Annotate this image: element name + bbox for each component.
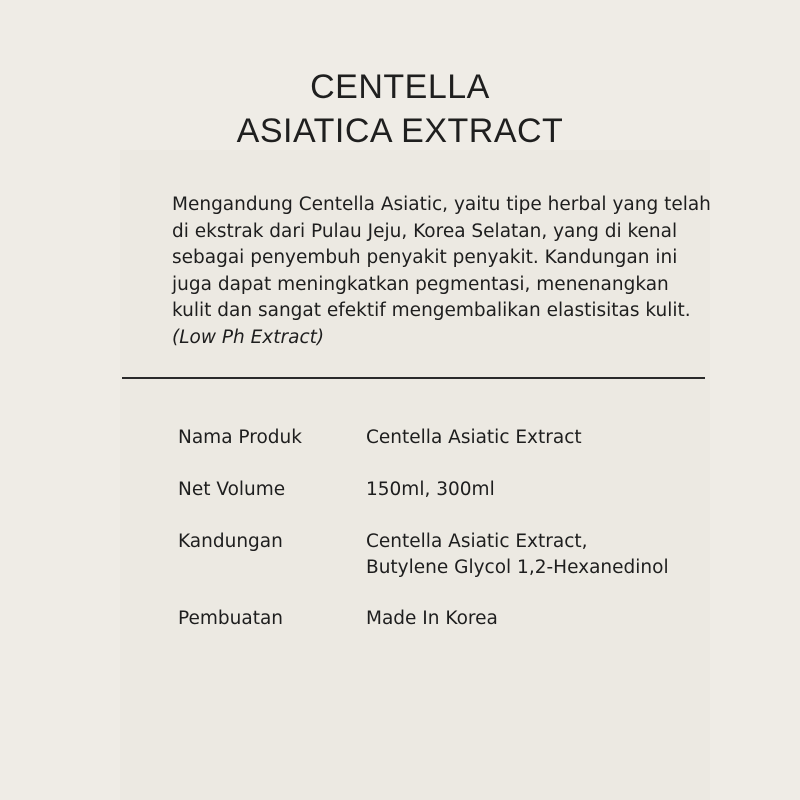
spec-label: Kandungan xyxy=(178,531,283,552)
spec-value-line: 150ml, 300ml xyxy=(366,479,495,500)
description-text: Mengandung Centella Asiatic, yaitu tipe herbal yang telah di ekstrak dari Pulau Jeju, Korea Selatan, yang di kenal sebagai penyembuh penyakit penyakit. Kandungan ini juga dapat meningkatkan pegmentasi, menenangkan kulit dan sangat efektif mengembalikan elastisitas kulit. xyxy=(172,194,711,321)
spec-value xyxy=(366,529,696,581)
spec-value xyxy=(366,477,696,503)
product-description xyxy=(172,192,712,351)
spec-value-line: Centella Asiatic Extract xyxy=(366,427,582,448)
divider xyxy=(122,377,705,379)
spec-value xyxy=(366,606,696,632)
spec-label: Net Volume xyxy=(178,479,286,500)
spec-value-line: Centella Asiatic Extract, xyxy=(366,531,588,552)
page-title xyxy=(0,65,800,153)
description-note: (Low Ph Extract) xyxy=(172,326,325,348)
spec-value-line: Butylene Glycol 1,2-Hexanedinol xyxy=(366,557,669,578)
spec-label: Pembuatan xyxy=(178,608,284,629)
spec-label: Nama Produk xyxy=(178,427,302,448)
spec-value xyxy=(366,425,696,451)
title-line-2: ASIATICA EXTRACT xyxy=(236,111,564,150)
title-line-1: CENTELLA xyxy=(310,67,490,106)
spec-value-line: Made In Korea xyxy=(366,608,498,629)
